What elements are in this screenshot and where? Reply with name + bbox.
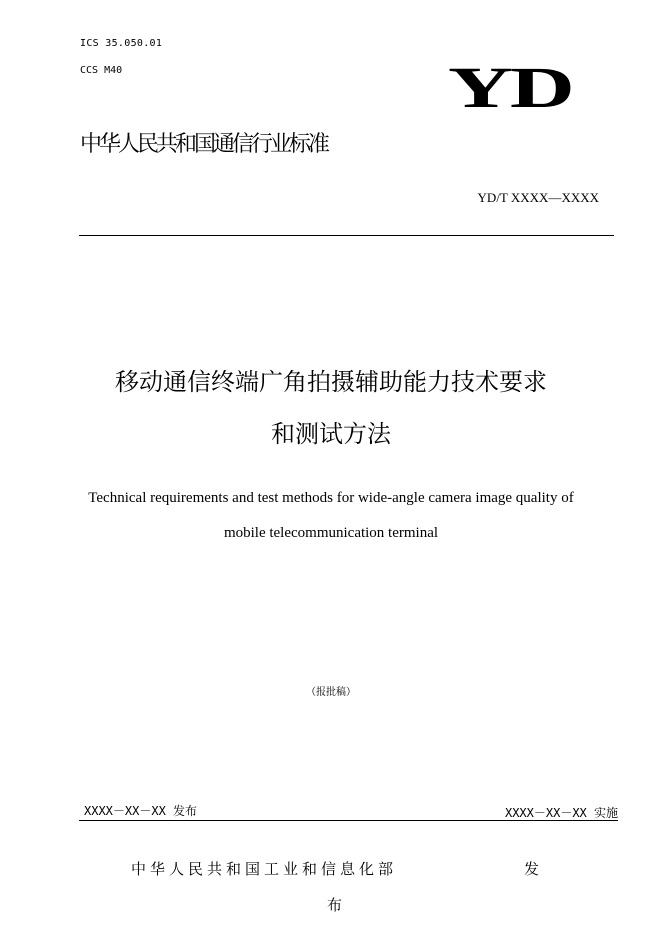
- implementation-date: XXXX－XX－XX 实施: [504, 806, 618, 820]
- english-title-line-1: Technical requirements and test methods for wide-angle camera image quality of: [88, 490, 574, 506]
- yd-logo: YD: [448, 55, 572, 120]
- ccs-code: CCS M40: [80, 65, 123, 76]
- draft-status: （报批稿）: [306, 687, 356, 698]
- english-title-line-2: mobile telecommunication terminal: [223, 525, 439, 541]
- chinese-title-line-1: 移动通信终端广角拍摄辅助能力技术要求: [115, 368, 547, 396]
- issuing-ministry: 中华人民共和国工业和信息化部: [131, 860, 398, 878]
- standard-number: YD/T XXXX—XXXX: [477, 190, 599, 205]
- bottom-divider: [79, 820, 618, 821]
- chinese-title-line-2: 和测试方法: [271, 420, 391, 448]
- publish-char-2: 布: [327, 896, 343, 914]
- top-divider: [79, 235, 614, 236]
- publish-char-1: 发: [524, 860, 540, 878]
- issue-date: XXXX－XX－XX 发布: [84, 804, 198, 818]
- ics-code: ICS 35.050.01: [80, 38, 163, 49]
- industry-standard-title: 中华人民共和国通信行业标准: [80, 132, 328, 157]
